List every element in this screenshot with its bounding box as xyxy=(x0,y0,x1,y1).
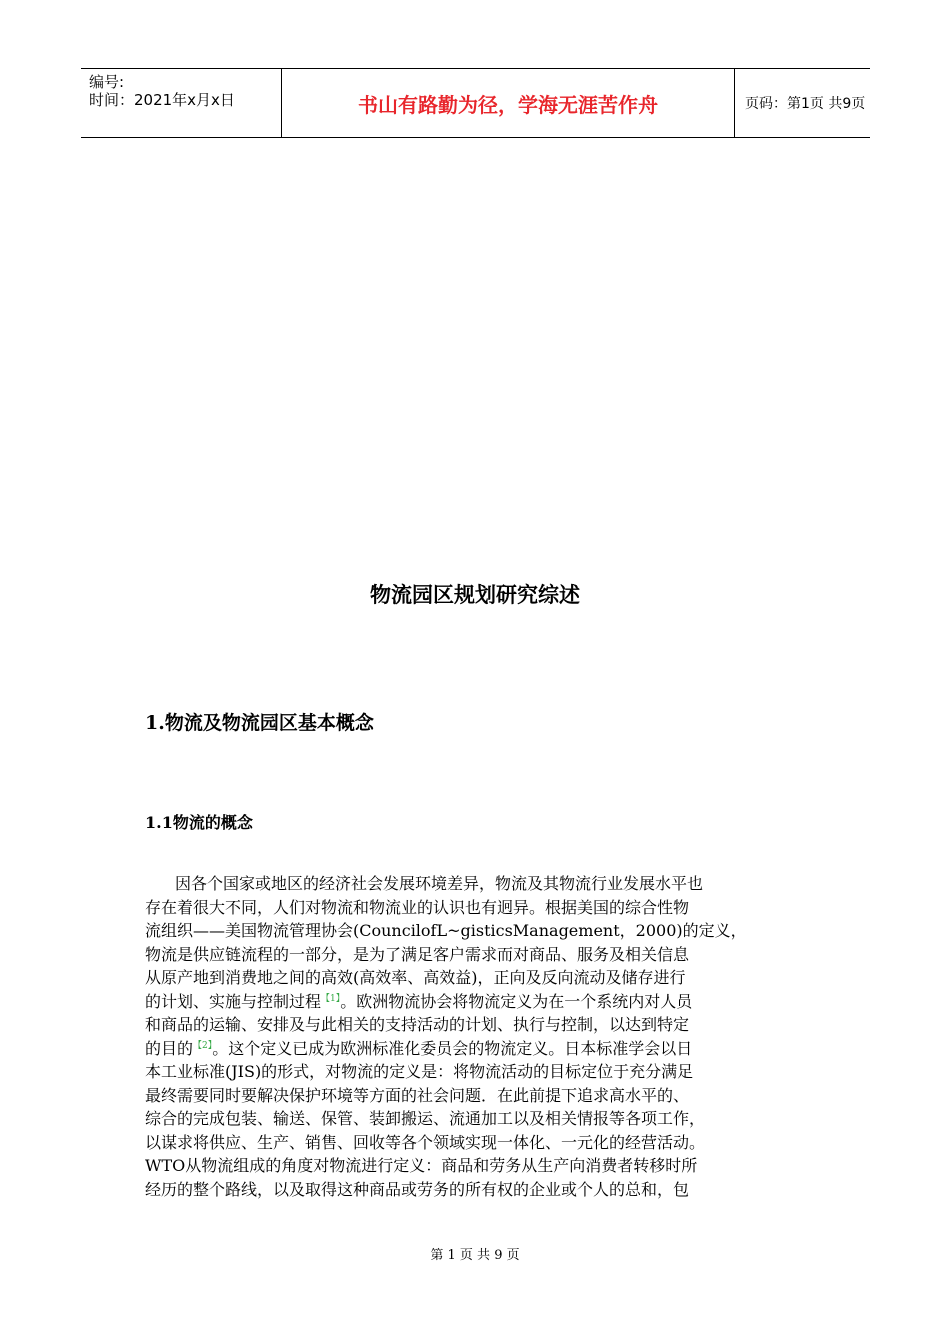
paragraph-line: 和商品的运输、安排及与此相关的支持活动的计划、执行与控制，以达到特定 xyxy=(145,1015,690,1034)
citation-2[interactable]: 【2】 xyxy=(193,1040,213,1051)
number-label: 编号: xyxy=(89,73,125,91)
page-footer: 第 1 页 共 9 页 xyxy=(430,1248,520,1263)
line-text: 的计划、实施与控制过程 xyxy=(145,991,322,1011)
body-paragraph xyxy=(145,872,835,1201)
line-text: 的目的 xyxy=(145,1038,194,1058)
paragraph-line: 从原产地到消费地之间的高效(高效率、高效益)，正向及反向流动及储存进行 xyxy=(145,968,686,987)
document-header xyxy=(81,68,870,138)
section-heading-1-1: 1.1物流的概念 xyxy=(145,813,253,832)
header-motto-cell xyxy=(282,69,735,137)
paragraph-line: 物流是供应链流程的一部分，是为了满足客户需求而对商品、服务及相关信息 xyxy=(145,944,690,964)
paragraph-line: WTO从物流组成的角度对物流进行定义：商品和劳务从生产向消费者转移时所 xyxy=(145,1156,698,1175)
paragraph-line: 经历的整个路线，以及取得这种商品或劳务的所有权的企业或个人的总和，包 xyxy=(145,1179,690,1199)
header-page-cell xyxy=(735,69,870,137)
paragraph-line: 本工业标准(JIS)的形式，对物流的定义是：将物流活动的目标定位于充分满足 xyxy=(145,1062,694,1081)
paragraph-line: 存在着很大不同，人们对物流和物流业的认识也有迥异。根据美国的综合性物 xyxy=(145,897,690,917)
motto-text: 书山有路勤为径，学海无涯苦作舟 xyxy=(358,93,658,117)
time-label: 时间：2021年x月x日 xyxy=(89,91,235,109)
document-title: 物流园区规划研究综述 xyxy=(370,583,580,607)
header-meta-cell xyxy=(81,69,282,137)
page-code: 页码：第1页 共9页 xyxy=(745,96,866,112)
paragraph-line: 流组织——美国物流管理协会(CouncilofL~gisticsManagement，2000)的定义， xyxy=(145,921,747,940)
line-text: 。欧洲物流协会将物流定义为在一个系统内对人员 xyxy=(340,991,693,1011)
line-text: 。这个定义已成为欧洲标准化委员会的物流定义。日本标准学会以日 xyxy=(212,1038,693,1058)
paragraph-line xyxy=(145,1037,835,1061)
paragraph-line xyxy=(145,990,835,1014)
paragraph-line: 综合的完成包装、输送、保管、装卸搬运、流通加工以及相关情报等各项工作， xyxy=(145,1109,706,1128)
paragraph-line: 最终需要同时要解决保护环境等方面的社会问题．在此前提下追求高水平的、 xyxy=(145,1085,690,1105)
paragraph-line: 以谋求将供应、生产、销售、回收等各个领域实现一体化、一元化的经营活动。 xyxy=(145,1132,706,1152)
citation-1[interactable]: 【1】 xyxy=(321,993,341,1004)
section-heading-1: 1.物流及物流园区基本概念 xyxy=(145,712,374,734)
paragraph-line: 因各个国家或地区的经济社会发展环境差异，物流及其物流行业发展水平也 xyxy=(175,874,704,893)
